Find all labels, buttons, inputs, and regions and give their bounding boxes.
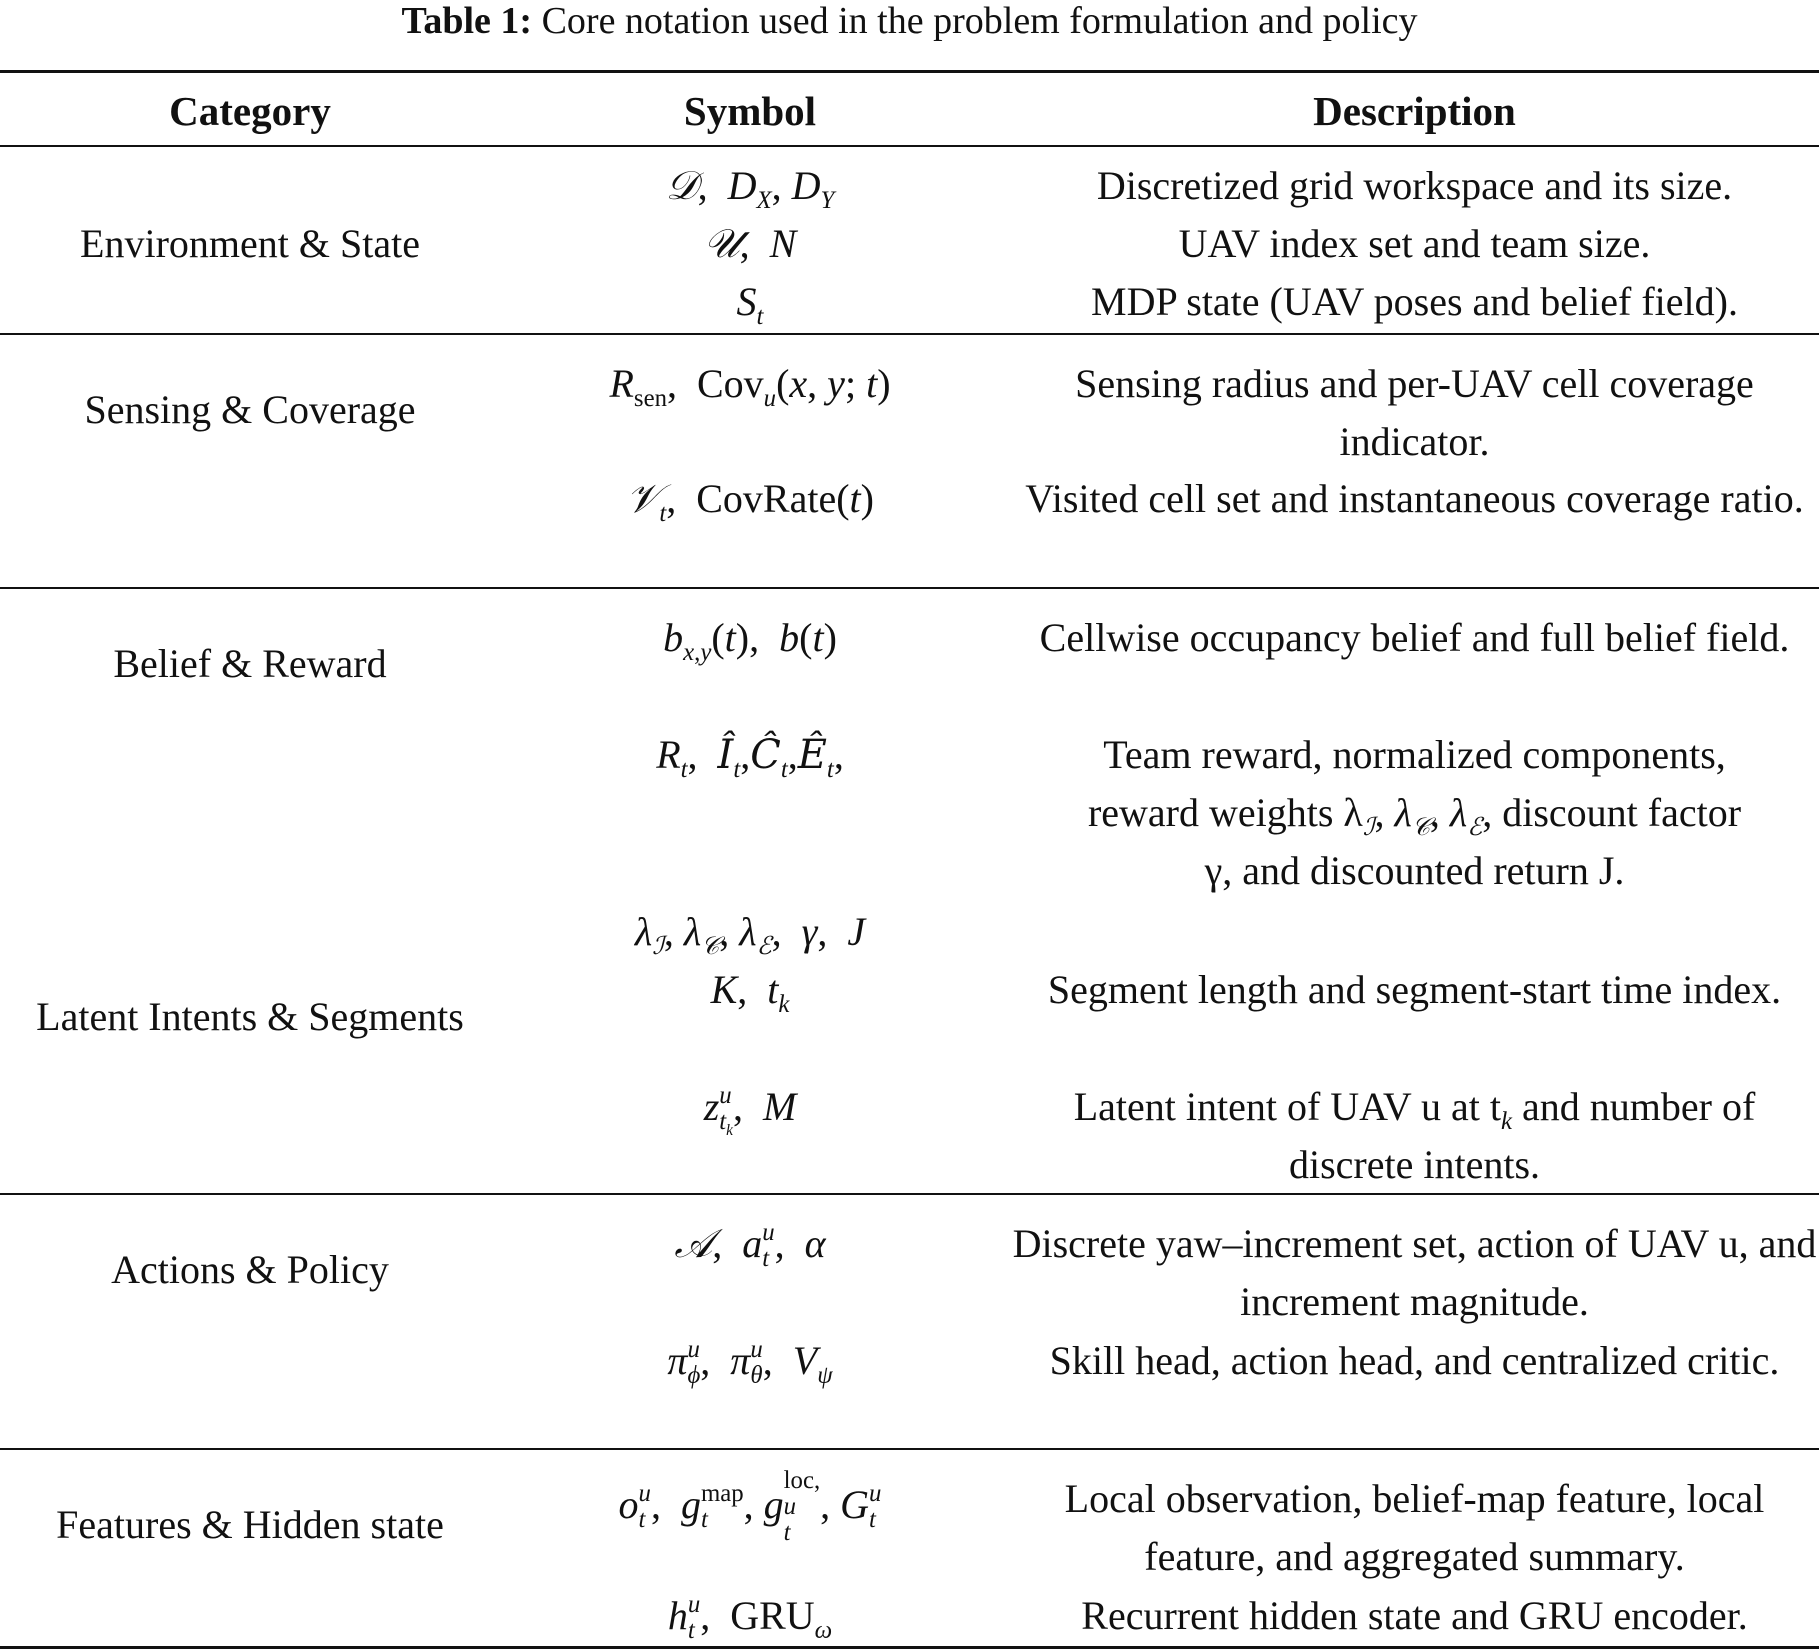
- section-rule: [0, 1193, 1819, 1195]
- symbol-cov: Cov: [696, 361, 764, 406]
- symbol-latent-intent: z u $t_k$ , M: [703, 1081, 797, 1139]
- description-visited-cells: Visited cell set and instantaneous coverage ratio.: [1025, 476, 1804, 521]
- description-sensing-radius: Sensing radius and per-UAV cell coverage indicator.: [1075, 361, 1754, 464]
- symbol-observation-features: o u t , g map t , g loc, u t , G u t: [618, 1467, 882, 1547]
- description-occupancy-belief: Cellwise occupancy belief and full belief field.: [1039, 615, 1790, 660]
- symbol-visited-cells: 𝒱$_t$, CovRate(t): [626, 476, 874, 527]
- caption-label: Table 1:: [401, 0, 533, 42]
- description-hidden-state: Recurrent hidden state and GRU encoder.: [1081, 1593, 1748, 1638]
- section-rule: [0, 1448, 1819, 1450]
- symbol-mdp-state: $S_t$: [736, 279, 764, 330]
- section-rule: [0, 587, 1819, 589]
- table-caption: [0, 0, 1819, 42]
- top-rule: [0, 70, 1819, 73]
- symbol-covrate: CovRate: [696, 476, 837, 521]
- description-latent-intent: Latent intent of UAV u at $t_k$ and number of discrete intents.: [1073, 1084, 1756, 1187]
- symbol-policy-heads: π u ϕ , π u θ , $V_\psi$: [667, 1335, 833, 1389]
- symbol-sen-subscript: sen: [633, 385, 667, 412]
- description-latent-intent-a: Latent intent of UAV u at t: [1073, 1084, 1502, 1129]
- description-team-reward-line3: γ, and discounted return J.: [1204, 848, 1625, 893]
- symbol-map-superscript: map: [700, 1480, 744, 1508]
- symbol-uav-index-set: 𝒰, N: [703, 221, 797, 267]
- category-actions-policy: Actions & Policy: [111, 1247, 389, 1292]
- symbol-team-reward: $R_t$, $Î_t,Ĉ_t,Ê_t$,: [656, 732, 844, 783]
- symbol-action-set: 𝒜, a u t , α: [674, 1218, 826, 1272]
- symbol-hidden-state: h u t , $GRU_\omega$: [667, 1590, 833, 1644]
- category-belief-reward: Belief & Reward: [113, 641, 387, 686]
- description-team-reward-line2b: , discount factor: [1482, 790, 1742, 835]
- symbol-gru: GRU: [730, 1593, 815, 1638]
- section-rule: [0, 333, 1819, 335]
- category-environment-state: Environment & State: [80, 221, 420, 266]
- header-rule: [0, 145, 1819, 147]
- category-features-hidden: Features & Hidden state: [56, 1502, 444, 1547]
- category-sensing-coverage: Sensing & Coverage: [84, 387, 416, 432]
- symbol-loc-superscript: loc,: [783, 1467, 821, 1494]
- header-category: Category: [169, 88, 331, 134]
- symbol-segment-length: K, $t_k$: [710, 967, 790, 1018]
- description-team-reward-line2: reward weights λ: [1087, 790, 1363, 835]
- header-symbol: Symbol: [683, 88, 817, 134]
- description-uav-index-set: UAV index set and team size.: [1178, 221, 1651, 266]
- description-action-set: Discrete yaw–increment set, action of UAV u, and increment magnitude.: [1012, 1221, 1817, 1324]
- symbol-grid-workspace: 𝒟, $D_X$, $D_Y$: [665, 163, 835, 214]
- symbol-sensing-radius: $R_{sen}$, Cov$_u$(x, y; t): [609, 361, 891, 412]
- symbol-reward-weights: $\lambda_ℐ$, $\lambda_𝒞$, $\lambda_ℰ$, γ, J: [634, 909, 866, 960]
- description-observation-features: Local observation, belief-map feature, local feature, and aggregated summary.: [1064, 1476, 1765, 1579]
- description-segment-length: Segment length and segment-start time index.: [1047, 967, 1782, 1012]
- description-team-reward: Team reward, normalized components, reward weights $\lambda_ℐ$, $\lambda_𝒞$, $\lambda_ℰ$, discount factor γ, and discounted return J.: [1087, 732, 1742, 893]
- category-latent-intents: Latent Intents & Segments: [36, 994, 464, 1039]
- description-grid-workspace: Discretized grid workspace and its size.: [1096, 163, 1733, 208]
- description-mdp-state: MDP state (UAV poses and belief field).: [1091, 279, 1738, 324]
- description-policy-heads: Skill head, action head, and centralized critic.: [1049, 1338, 1780, 1383]
- description-latent-intent-b: and number of discrete intents.: [1288, 1084, 1756, 1187]
- description-team-reward-line1: Team reward, normalized components,: [1103, 732, 1726, 777]
- caption-text: Core notation used in the problem formulation and policy: [541, 0, 1418, 42]
- header-description: Description: [1313, 88, 1516, 134]
- symbol-occupancy-belief: $b_{x,y}(t)$, b(t): [663, 615, 837, 666]
- bottom-rule: [0, 1646, 1819, 1649]
